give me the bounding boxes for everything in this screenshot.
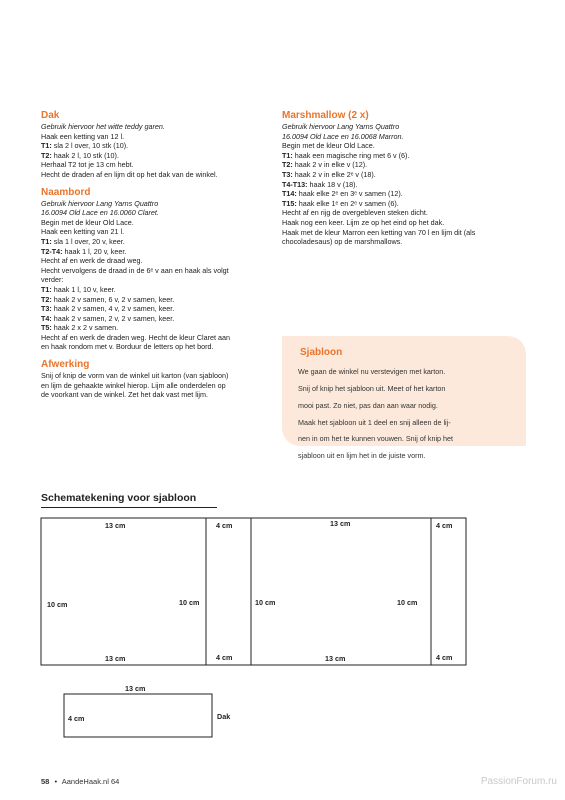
marshmallow-heading: Marshmallow (2 x) (282, 110, 369, 121)
afwerking-text (41, 371, 273, 400)
instruction-line: T5: haak 2 x 2 v samen. (41, 323, 119, 333)
instruction-line: en haak rondom met v. Borduur de letters op het bord. (41, 342, 214, 352)
instruction-line: Haak met de kleur Marron een ketting van 70 l en lijm dit (als (282, 227, 476, 237)
text-line: We gaan de winkel nu verstevigen met karton. (298, 367, 446, 377)
label-side-left-top: 4 cm (216, 521, 233, 530)
instruction-line: T2: haak 2 v in elke v (12). (282, 160, 368, 170)
text-line: mooi past. Zo niet, pas dan aan waar nodig. (298, 400, 438, 410)
instruction-line: T14: haak elke 2ᵉ en 3ᵉ v samen (12). (282, 189, 403, 199)
dak-intro: Gebruik hiervoor het witte teddy garen. (41, 122, 165, 131)
sjabloon-tip-box (282, 336, 526, 461)
page-number: 58 (41, 777, 50, 786)
label-side-left-bottom: 4 cm (216, 653, 233, 662)
text-line: Snij of knip het sjabloon uit. Meet of het karton (298, 383, 446, 393)
instruction-line: verder: (41, 275, 64, 285)
instruction-line: Begin met de kleur Old Lace. (282, 141, 375, 151)
label-roof-left: 4 cm (68, 714, 85, 723)
marshmallow-intro-2: 16.0094 Old Lace en 16.0068 Marron. (282, 131, 404, 141)
text-line: Maak het sjabloon uit 1 deel en snij alleen de lij- (298, 417, 451, 427)
sjabloon-text (298, 360, 514, 468)
instruction-line: T1: sla 1 l over, 20 v, keer. (41, 236, 125, 246)
text-line: Snij of knip de vorm van de winkel uit karton (van sjabloon) (41, 371, 229, 381)
instruction-line: T15: haak elke 1ᵉ en 2ᵉ v samen (6). (282, 198, 399, 208)
instruction-line: T2: haak 2 l, 10 stk (10). (41, 150, 119, 160)
instruction-line: Begin met de kleur Old Lace. (41, 217, 134, 227)
right-column (282, 110, 526, 247)
instruction-line: Haak nog een keer. Lijm ze op het eind op het dak. (282, 217, 445, 227)
panel-side-right (431, 518, 466, 665)
instruction-line: Herhaal T2 tot je 13 cm hebt. (41, 160, 134, 170)
instruction-line: Hecht af en werk de draden weg. Hecht de kleur Claret aan (41, 332, 230, 342)
label-side-right-top: 4 cm (436, 521, 453, 530)
instruction-line: Haak een ketting van 21 l. (41, 227, 125, 237)
instruction-line: chocoladesaus) op de marshmallows. (282, 237, 403, 247)
instruction-line: T4-T13: haak 18 v (18). (282, 179, 358, 189)
label-front-left: 10 cm (47, 600, 68, 609)
panel-roof (64, 694, 212, 737)
panel-side-left (206, 518, 251, 665)
label-front-top: 13 cm (105, 521, 126, 530)
instruction-line: T3: haak 2 v in elke 2ᵉ v (18). (282, 169, 376, 179)
instruction-line: T4: haak 2 v samen, 2 v, 2 v samen, keer. (41, 313, 175, 323)
template-diagram (0, 510, 565, 770)
instruction-line: T1: haak een magische ring met 6 v (6). (282, 150, 410, 160)
label-roof-name: Dak (217, 712, 231, 721)
label-side-right-bottom: 4 cm (436, 653, 453, 662)
sjabloon-heading: Sjabloon (300, 347, 343, 358)
text-line: sjabloon uit en lijm het in de juiste vorm. (298, 451, 426, 461)
label-roof-top: 13 cm (125, 684, 146, 693)
instruction-line: Hecht af en werk de draad weg. (41, 256, 143, 266)
page-footer (41, 777, 119, 786)
instruction-line: T1: sla 2 l over, 10 stk (10). (41, 141, 129, 151)
instruction-line: Haak een ketting van 12 l. (41, 131, 125, 141)
naambord-intro-1: Gebruik hiervoor Lang Yarns Quattro (41, 198, 159, 208)
instruction-line: Hecht de draden af en lijm dit op het dak van de winkel. (41, 169, 218, 179)
label-back-top: 13 cm (330, 519, 351, 528)
schema-title: Schematekening voor sjabloon (41, 492, 217, 508)
panel-back (251, 518, 431, 665)
instruction-line: Hecht vervolgens de draad in de 6ᵉ v aan en haak als volgt (41, 265, 229, 275)
left-column (41, 110, 273, 400)
naambord-intro-2: 16.0094 Old Lace en 16.0060 Claret. (41, 208, 159, 218)
dak-heading: Dak (41, 110, 60, 121)
label-back-left: 10 cm (255, 598, 276, 607)
instruction-line: T2: haak 2 v samen, 6 v, 2 v samen, keer. (41, 294, 175, 304)
text-line: nen in om het te kunnen vouwen. Snij of knip het (298, 434, 454, 444)
label-back-right: 10 cm (397, 598, 418, 607)
marshmallow-intro-1: Gebruik hiervoor Lang Yarns Quattro (282, 122, 400, 131)
label-front-bottom: 13 cm (105, 654, 126, 663)
watermark: PassionForum.ru (480, 776, 557, 787)
footer-bullet: • (54, 777, 58, 786)
afwerking-heading: Afwerking (41, 359, 90, 371)
label-back-bottom: 13 cm (325, 654, 346, 663)
label-front-right: 10 cm (179, 598, 200, 607)
dak-instructions (41, 132, 273, 180)
magazine-name: AandeHaak.nl 64 (61, 777, 120, 786)
text-line: en lijm de gehaakte winkel hierop. Lijm alle onderdelen op (41, 380, 226, 390)
instruction-line: T3: haak 2 v samen, 4 v, 2 v samen, keer. (41, 304, 175, 314)
text-line: de voorkant van de winkel. Zet het dak vast met lijm. (41, 390, 208, 400)
instruction-line: T2-T4: haak 1 l, 20 v, keer. (41, 246, 127, 256)
instruction-line: T1: haak 1 l, 10 v, keer. (41, 284, 116, 294)
instruction-line: Hecht af en rijg de overgebleven steken dicht. (282, 208, 428, 218)
naambord-heading: Naambord (41, 186, 91, 198)
panel-front (41, 518, 206, 665)
marshmallow-instructions (282, 141, 526, 247)
naambord-instructions (41, 218, 273, 352)
